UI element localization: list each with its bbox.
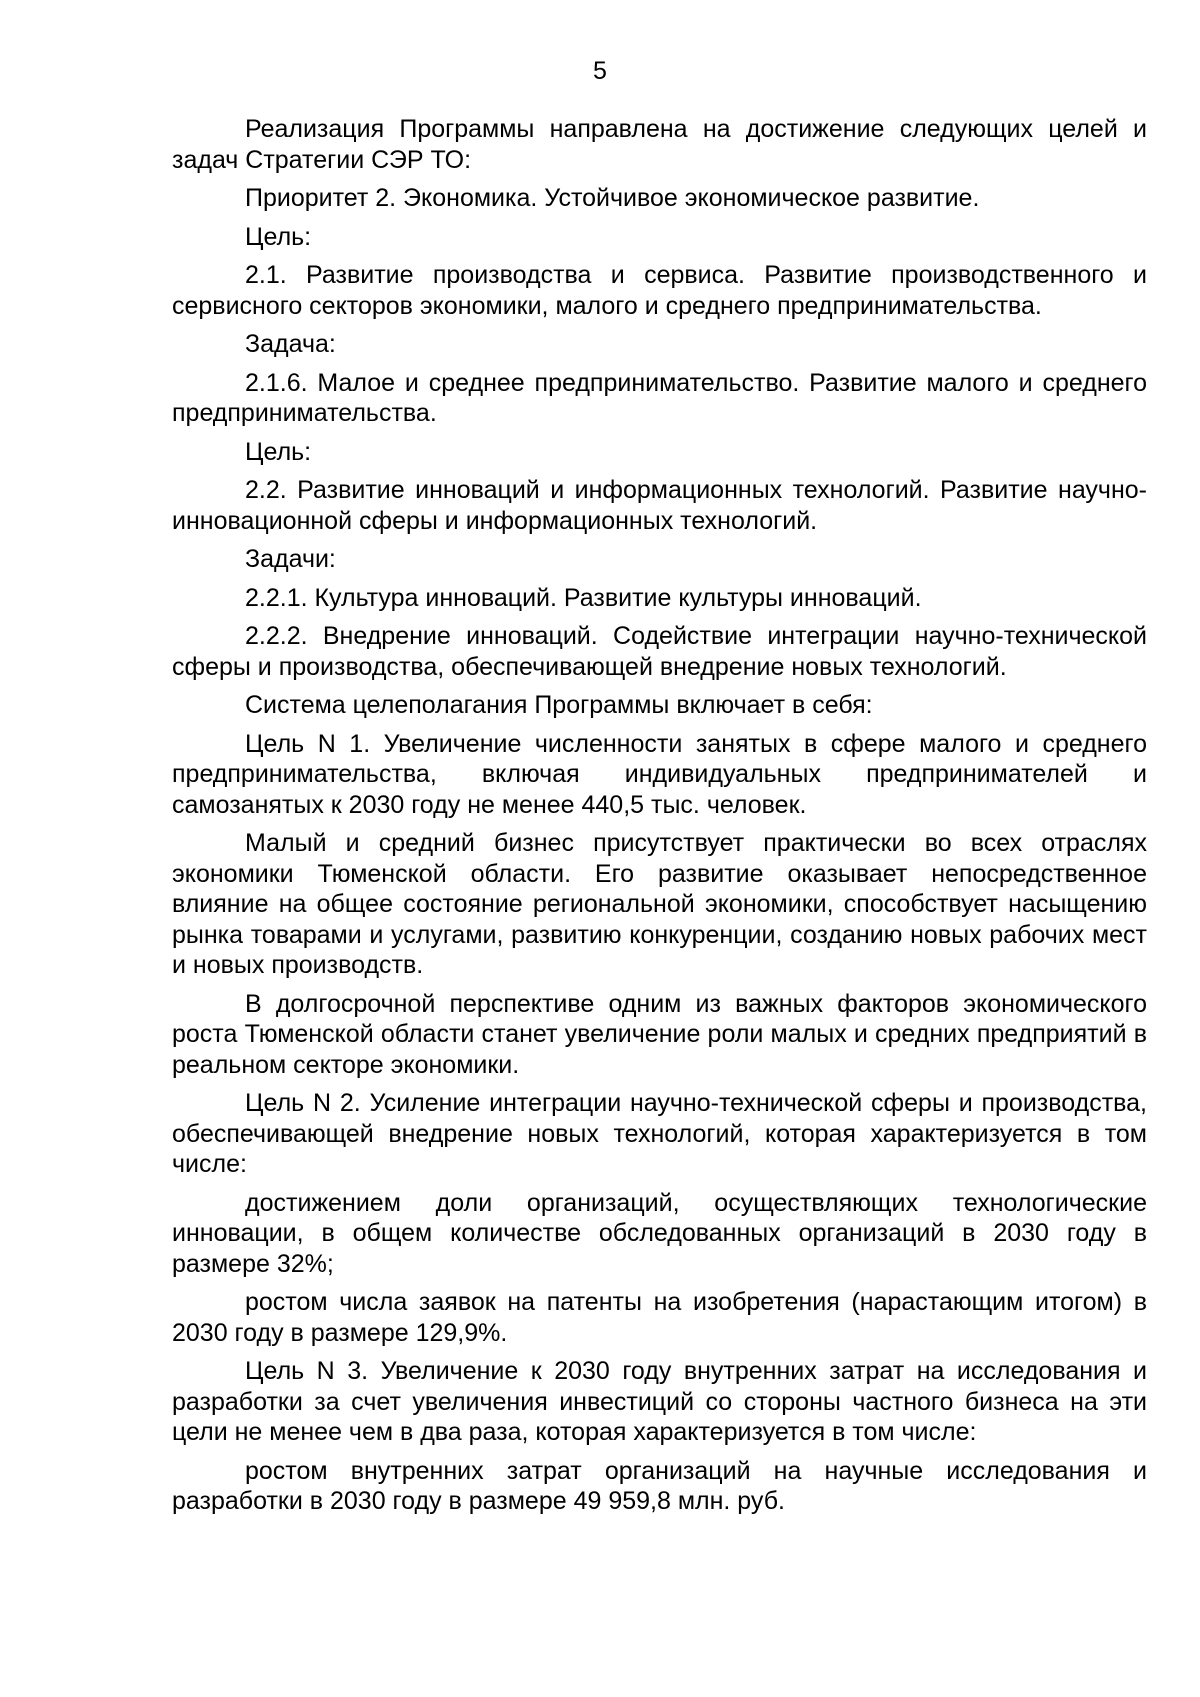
paragraph: Малый и средний бизнес присутствует практически во всех отраслях экономики Тюменской области. Его развитие оказывает непосредственное влияние на общее состояние региональной экономики, способствует насыщению рынка товарами и услугами, развитию конкуренции, созданию новых рабочих мест и новых производств. [172, 829, 1147, 979]
paragraph: В долгосрочной перспективе одним из важных факторов экономического роста Тюменской области станет увеличение роли малых и средних предприятий в реальном секторе экономики. [172, 989, 1147, 1079]
paragraph: Приоритет 2. Экономика. Устойчивое экономическое развитие. [245, 184, 980, 212]
paragraph: Цель: [245, 222, 312, 251]
paragraph: 2.2.2. Внедрение инноваций. Содействие интеграции научно-технической сферы и производства, обеспечивающей внедрение новых технологий. [172, 622, 1147, 681]
paragraph: Задача: [245, 330, 336, 358]
page-number: 5 [593, 57, 607, 85]
paragraph: Цель: [245, 437, 312, 466]
paragraph: Цель N 3. Увеличение к 2030 году внутренних затрат на исследования и разработки за счет увеличения инвестиций со стороны частного бизнеса на эти цели не менее чем в два раза, которая характеризуется в том числе: [172, 1357, 1147, 1446]
paragraph: достижением доли организаций, осуществляющих технологические инновации, в общем количестве обследованных организаций в 2030 году в размере 32%; [172, 1188, 1147, 1278]
document-body [172, 114, 1147, 1525]
paragraph: ростом внутренних затрат организаций на научные исследования и разработки в 2030 году в размере 49 959,8 млн. руб. [172, 1456, 1147, 1515]
paragraph: Система целеполагания Программы включает в себя: [245, 691, 873, 719]
paragraph: Цель N 1. Увеличение численности занятых в сфере малого и среднего предпринимательства, включая индивидуальных предпринимателей и самозанятых к 2030 году не менее 440,5 тыс. человек. [172, 729, 1147, 819]
paragraph: Цель N 2. Усиление интеграции научно-технической сферы и производства, обеспечивающей внедрение новых технологий, которая характеризуется в том числе: [172, 1089, 1147, 1178]
paragraph: 2.2. Развитие инноваций и информационных технологий. Развитие научно-инновационной сферы и информационных технологий. [172, 476, 1147, 535]
paragraph: Задачи: [245, 545, 336, 573]
paragraph: Реализация Программы направлена на достижение следующих целей и задач Стратегии СЭР ТО: [172, 115, 1147, 174]
paragraph: 2.1. Развитие производства и сервиса. Развитие производственного и сервисного секторов экономики, малого и среднего предпринимательства. [172, 261, 1147, 320]
paragraph: 2.1.6. Малое и среднее предпринимательство. Развитие малого и среднего предпринимательства. [172, 368, 1147, 427]
paragraph: 2.2.1. Культура инноваций. Развитие культуры инноваций. [245, 583, 922, 612]
paragraph: ростом числа заявок на патенты на изобретения (нарастающим итогом) в 2030 году в размере 129,9%. [172, 1288, 1147, 1347]
